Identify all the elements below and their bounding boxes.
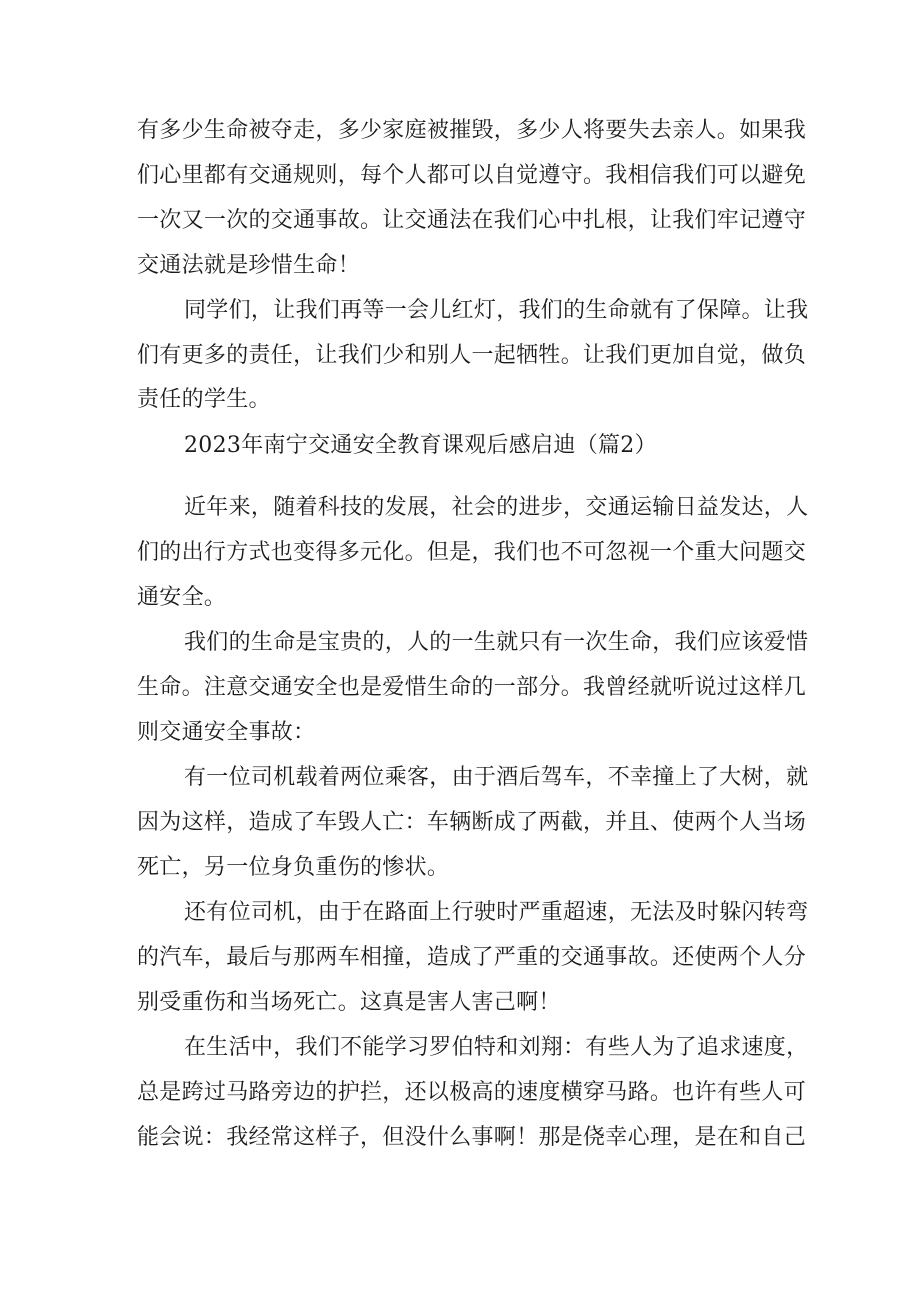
paragraph-first-line: 有一位司机载着两位乘客，由于酒后驾车，不幸撞上了大树，就 — [184, 765, 809, 790]
text-line: 总是跨过马路旁边的护拦，还以极高的速度横穿马路。也许有些人可 — [137, 1080, 807, 1105]
paragraph-first-line: 我们的生命是宝贵的，人的一生就只有一次生命，我们应该爱惜 — [184, 630, 809, 655]
text-line: 们的出行方式也变得多元化。但是，我们也不可忽视一个重大问题交 — [137, 540, 807, 565]
text-line: 有多少生命被夺走，多少家庭被摧毁，多少人将要失去亲人。如果我 — [137, 118, 807, 143]
paragraph-first-line: 近年来，随着科技的发展，社会的进步，交通运输日益发达，人 — [184, 495, 809, 520]
paragraph-first-line: 同学们，让我们再等一会儿红灯，我们的生命就有了保障。让我 — [184, 298, 809, 323]
text-line: 们有更多的责任，让我们少和别人一起牺牲。让我们更加自觉，做负 — [137, 343, 807, 368]
text-line: 交通法就是珍惜生命！ — [137, 253, 361, 278]
text-line: 死亡，另一位身负重伤的惨状。 — [137, 855, 450, 880]
paragraph-first-line: 还有位司机，由于在路面上行驶时严重超速，无法及时躲闪转弯 — [184, 900, 809, 925]
text-line: 别受重伤和当场死亡。这真是害人害己啊！ — [137, 990, 561, 1015]
text-line: 则交通安全事故： — [137, 720, 316, 745]
text-line: 因为这样，造成了车毁人亡：车辆断成了两截，并且、使两个人当场 — [137, 810, 807, 835]
text-line: 能会说：我经常这样子，但没什么事啊！那是侥幸心理，是在和自己 — [137, 1125, 807, 1150]
text-line: 通安全。 — [137, 585, 227, 610]
paragraph-first-line: 在生活中，我们不能学习罗伯特和刘翔：有些人为了追求速度， — [184, 1035, 809, 1060]
text-line: 一次又一次的交通事故。让交通法在我们心中扎根，让我们牢记遵守 — [137, 208, 807, 233]
text-line: 责任的学生。 — [137, 387, 271, 412]
text-line: 们心里都有交通规则，每个人都可以自觉遵守。我相信我们可以避免 — [137, 163, 807, 188]
text-line: 生命。注意交通安全也是爱惜生命的一部分。我曾经就听说过这样几 — [137, 675, 807, 700]
text-line: 的汽车，最后与那两车相撞，造成了严重的交通事故。还使两个人分 — [137, 945, 807, 970]
section-heading: 2023年南宁交通安全教育课观后感启迪（篇2） — [184, 433, 657, 458]
